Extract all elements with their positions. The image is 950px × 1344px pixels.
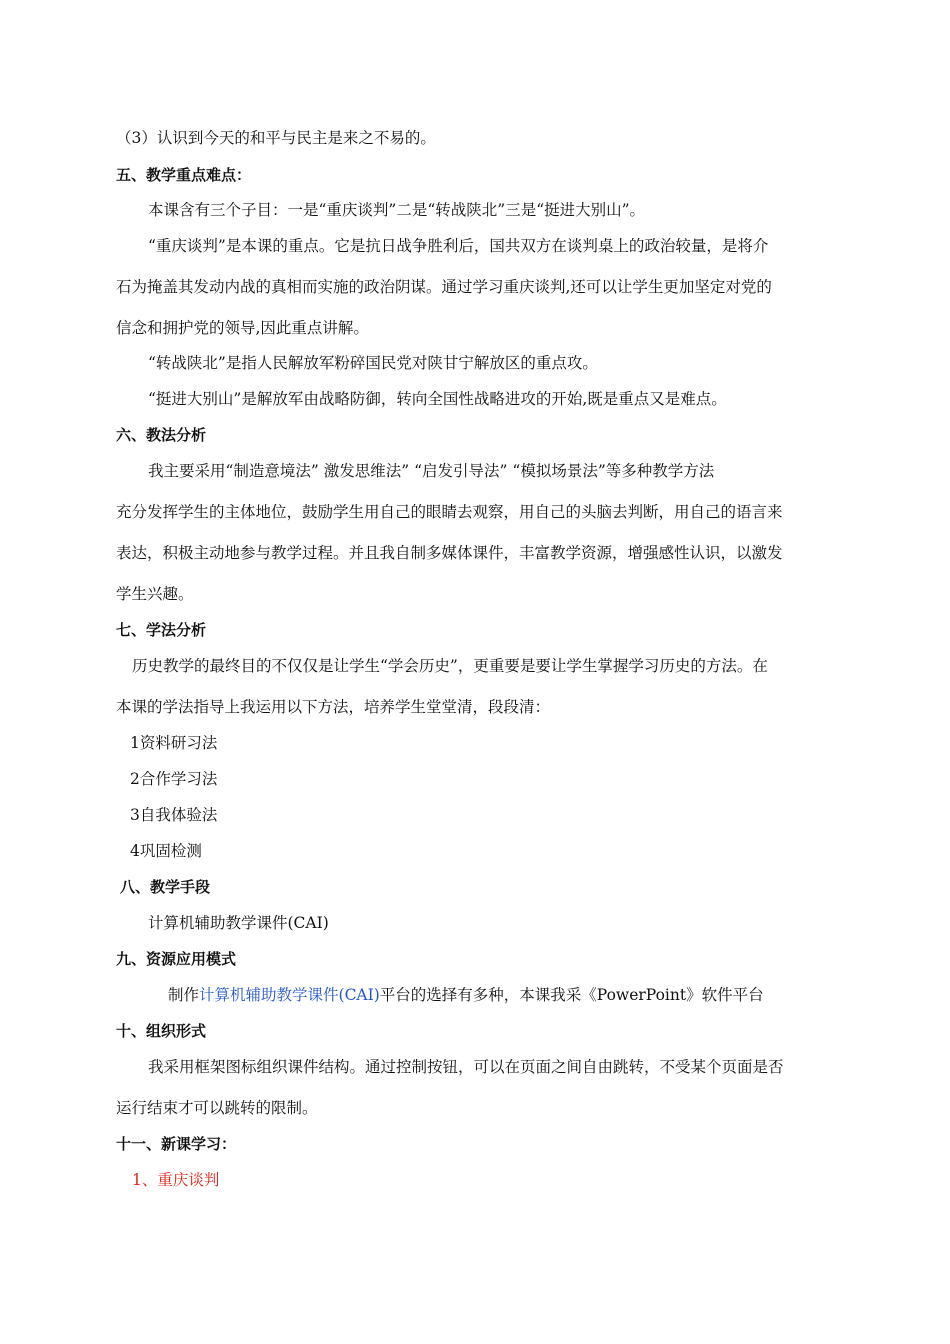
objective-line-3: （3）认识到今天的和平与民主是来之不易的。 (116, 129, 436, 147)
paragraph: 运行结束才可以跳转的限制。 (116, 1099, 318, 1117)
paragraph: 本课含有三个子目：一是“重庆谈判”二是“转战陕北”三是“挺进大别山”。 (148, 201, 646, 219)
section-heading-11: 十一、新课学习： (116, 1135, 237, 1153)
paragraph: 学生兴趣。 (116, 585, 194, 603)
paragraph: 本课的学法指导上我运用以下方法，培养学生堂堂清，段段清： (116, 698, 551, 716)
paragraph: 我采用框架图标组织课件结构。通过控制按钮，可以在页面之间自由跳转，不受某个页面是否 (148, 1058, 784, 1076)
section-heading-5: 五、教学重点难点： (116, 166, 252, 184)
text-run: 制作 (168, 986, 200, 1004)
paragraph: “重庆谈判”是本课的重点。它是抗日战争胜利后，国共双方在谈判桌上的政治较量，是将介 (148, 237, 769, 255)
list-item: 1资料研习法 (130, 734, 218, 752)
paragraph: 计算机辅助教学课件(CAI) (148, 914, 329, 932)
paragraph: “挺进大别山”是解放军由战略防御，转向全国性战略进攻的开始,既是重点又是难点。 (148, 390, 727, 408)
subsection-heading: 1、重庆谈判 (132, 1171, 220, 1189)
section-heading-9: 九、资源应用模式 (116, 950, 237, 968)
paragraph (168, 985, 764, 1005)
paragraph: 充分发挥学生的主体地位，鼓励学生用自己的眼睛去观察，用自己的头脑去判断，用自己的语言来 (116, 503, 783, 521)
cai-link[interactable]: 计算机辅助教学课件(CAI) (199, 986, 380, 1004)
text-run: 平台的选择有多种，本课我采《PowerPoint》软件平台 (379, 986, 764, 1004)
section-heading-10: 十、组织形式 (116, 1022, 207, 1040)
list-item: 4巩固检测 (130, 842, 202, 860)
list-item: 2合作学习法 (130, 770, 218, 788)
section-heading-7: 七、学法分析 (116, 621, 207, 639)
section-heading-8: 八、教学手段 (120, 878, 211, 896)
paragraph: 信念和拥护党的领导,因此重点讲解。 (116, 319, 369, 337)
paragraph: 表达，积极主动地参与教学过程。并且我自制多媒体课件，丰富教学资源，增强感性认识，以激发 (116, 544, 783, 562)
paragraph: 石为掩盖其发动内战的真相而实施的政治阴谋。通过学习重庆谈判,还可以让学生更加坚定对党的 (116, 278, 772, 296)
list-item: 3自我体验法 (130, 806, 218, 824)
paragraph: 历史教学的最终目的不仅仅是让学生“学会历史”，更重要是要让学生掌握学习历史的方法。在 (132, 657, 768, 675)
paragraph: “转战陕北”是指人民解放军粉碎国民党对陕甘宁解放区的重点攻。 (148, 354, 598, 372)
paragraph: 我主要采用“制造意境法” 激发思维法” “启发引导法” “模拟场景法”等多种教学方法 (148, 462, 715, 480)
section-heading-6: 六、教法分析 (116, 426, 207, 444)
